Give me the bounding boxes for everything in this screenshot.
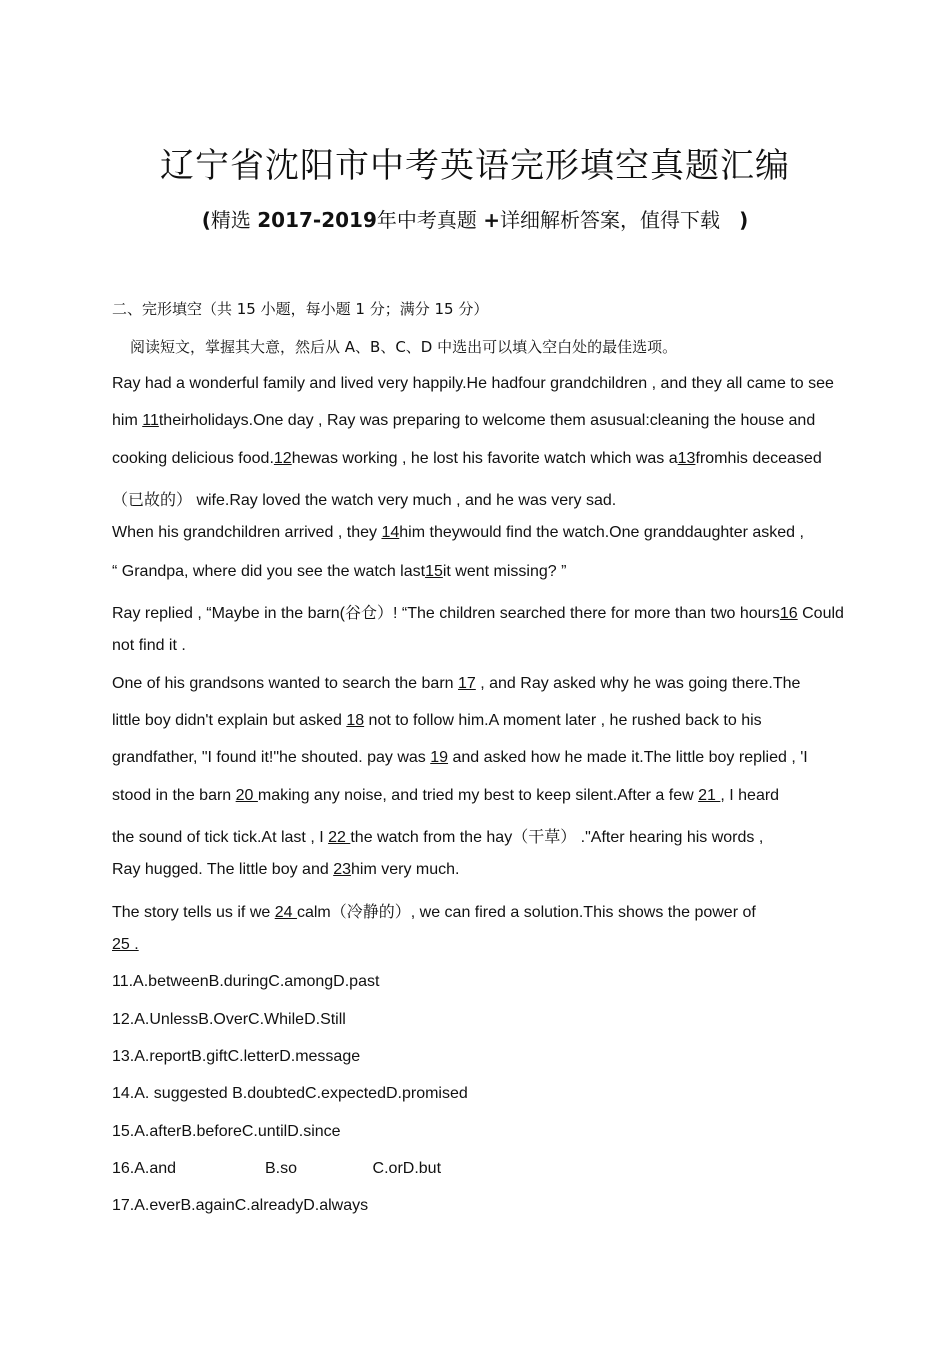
subtitle-plus: + (483, 208, 501, 232)
subtitle-open: ( (201, 208, 211, 232)
subtitle-tail: 详细解析答案，值得下载 (500, 208, 721, 232)
passage-line: One of his grandsons wanted to search the barn 17 , and Ray asked why he was going there.The (112, 675, 801, 692)
passage-line: “ Grandpa, where did you see the watch last15it went missing? ” (112, 563, 567, 580)
section-instruction: 阅读短文，掌握其大意，然后从 A、B、C、D 中选出可以填入空白处的最佳选项。 (130, 338, 678, 356)
blank-12: 12 (273, 450, 292, 467)
blank-11: 11 (142, 412, 159, 429)
passage-line: little boy didn't explain but asked 18 not to follow him.A moment later , he rushed back to his (112, 712, 762, 729)
blank-17: 17 (458, 675, 476, 692)
page-subtitle (0, 204, 950, 233)
blank-19: 19 (430, 749, 449, 766)
passage-line: cooking delicious food.12hewas working , he lost his favorite watch which was a13fromhis deceased (112, 450, 822, 467)
option-line-11: 11.A.betweenB.duringC.amongD.past (112, 973, 380, 990)
subtitle-years: 2017-2019 (257, 208, 377, 232)
passage-line: not find it . (112, 637, 186, 654)
passage-line: Ray replied , “Maybe in the barn(谷仓）! “The children searched there for more than two hours16 Could (112, 605, 844, 622)
blank-16: 16 (779, 605, 798, 622)
passage-line: grandfather, "I found it!"he shouted. pay was 19 and asked how he made it.The little boy replied , 'I (112, 749, 808, 766)
subtitle-select: 精选 (210, 208, 251, 232)
passage-line: Ray hugged. The little boy and 23him very much. (112, 861, 460, 878)
option-line-12: 12.A.UnlessB.OverC.WhileD.Still (112, 1011, 346, 1028)
passage-line: Ray had a wonderful family and lived very happily.He hadfour grandchildren , and they all came to see (112, 375, 834, 392)
blank-18: 18 (346, 712, 365, 729)
option-line-14: 14.A. suggested B.doubtedC.expectedD.promised (112, 1085, 468, 1102)
blank-23: 23 (333, 861, 351, 878)
page-title: 辽宁省沈阳市中考英语完形填空真题汇编 (160, 146, 790, 186)
passage-line: The story tells us if we 24 calm（冷静的）, we can fired a solution.This shows the power of (112, 904, 756, 921)
passage-line: him 11theirholidays.One day , Ray was preparing to welcome them asusual:cleaning the house and (112, 412, 816, 429)
option-line-16: 16.A.and B.so C.orD.but (112, 1160, 442, 1177)
passage-line: When his grandchildren arrived , they 14him theywould find the watch.One granddaughter asked , (112, 524, 804, 541)
blank-24: 24 (274, 904, 297, 921)
blank-25: 25 . (112, 936, 139, 953)
passage-line: the sound of tick tick.At last , I 22 the watch from the hay（干草） ."After hearing his words , (112, 829, 764, 846)
subtitle-rest: 年中考真题 (376, 208, 477, 232)
blank-22: 22 (328, 829, 351, 846)
passage-line (112, 936, 139, 954)
passage-line: （已故的） wife.Ray loved the watch very much , and he was very sad. (112, 492, 617, 509)
blank-15: 15 (425, 563, 443, 580)
subtitle-close: ) (739, 208, 749, 232)
option-line-13: 13.A.reportB.giftC.letterD.message (112, 1048, 361, 1065)
option-line-15: 15.A.afterB.beforeC.untilD.since (112, 1123, 341, 1140)
blank-20: 20 (235, 787, 258, 804)
section-heading: 二、完形填空（共 15 小题，每小题 1 分；满分 15 分） (112, 300, 489, 318)
blank-14: 14 (381, 524, 400, 541)
blank-21: 21 (698, 787, 721, 804)
option-line-17: 17.A.everB.againC.alreadyD.always (112, 1197, 369, 1214)
blank-13: 13 (677, 450, 696, 467)
passage-line: stood in the barn 20 making any noise, and tried my best to keep silent.After a few 21 , I heard (112, 787, 780, 804)
